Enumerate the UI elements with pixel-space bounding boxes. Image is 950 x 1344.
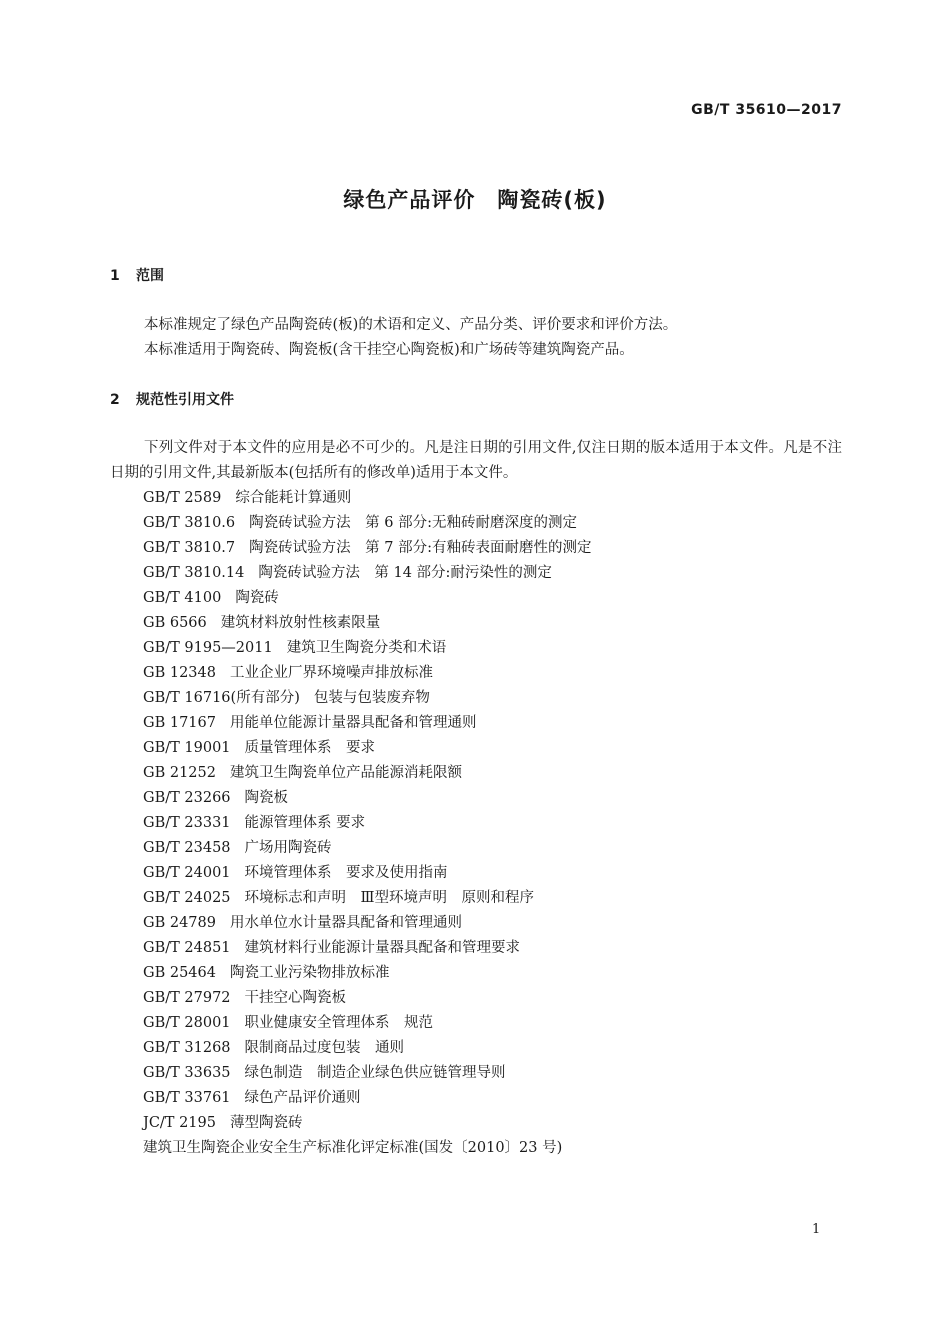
- reference-code: GB/T 24851: [143, 940, 231, 956]
- standard-code: GB/T 35610—2017: [691, 102, 842, 118]
- reference-code: GB 17167: [143, 715, 216, 731]
- document-title: 绿色产品评价 陶瓷砖(板): [343, 188, 607, 212]
- reference-title: 用水单位水计量器具配备和管理通则: [229, 915, 462, 931]
- reference-item: [143, 861, 591, 886]
- reference-code: GB 25464: [143, 965, 216, 981]
- reference-title: 建筑卫生陶瓷企业安全生产标准化评定标准(国发〔2010〕23 号): [143, 1140, 563, 1156]
- reference-code: GB/T 2589: [143, 490, 222, 506]
- section-title: 范围: [136, 268, 164, 284]
- reference-code: GB/T 23458: [143, 840, 231, 856]
- reference-item: [143, 1136, 591, 1161]
- reference-code: GB/T 33635: [143, 1065, 231, 1081]
- reference-code: GB/T 19001: [143, 740, 231, 756]
- reference-item: [143, 536, 591, 561]
- reference-code: GB/T 33761: [143, 1090, 231, 1106]
- reference-item: [143, 1111, 591, 1136]
- reference-title: 工业企业厂界环境噪声排放标准: [229, 665, 433, 681]
- reference-title: 绿色制造 制造企业绿色供应链管理导则: [244, 1065, 506, 1081]
- reference-title: 包装与包装废弃物: [313, 690, 430, 706]
- reference-code: JC/T 2195: [143, 1115, 216, 1131]
- reference-title: 质量管理体系 要求: [244, 740, 376, 756]
- reference-title: 薄型陶瓷砖: [229, 1115, 303, 1131]
- reference-item: [143, 686, 591, 711]
- reference-item: [143, 961, 591, 986]
- reference-item: [143, 1036, 591, 1061]
- section-1-heading: [110, 265, 164, 285]
- reference-code: GB 6566: [143, 615, 207, 631]
- reference-title: 环境管理体系 要求及使用指南: [244, 865, 448, 881]
- section-title: 规范性引用文件: [136, 392, 234, 408]
- reference-item: [143, 636, 591, 661]
- reference-code: GB/T 27972: [143, 990, 231, 1006]
- reference-title: 陶瓷板: [244, 790, 289, 806]
- reference-list: [143, 486, 591, 1161]
- reference-code: GB/T 3810.14: [143, 565, 245, 581]
- section-number: 2: [110, 392, 120, 408]
- reference-item: [143, 1086, 591, 1111]
- reference-title: 陶瓷砖试验方法 第 6 部分:无釉砖耐磨深度的测定: [249, 515, 577, 531]
- reference-item: [143, 561, 591, 586]
- reference-code: GB/T 23331: [143, 815, 231, 831]
- reference-title: 陶瓷砖试验方法 第 14 部分:耐污染性的测定: [258, 565, 552, 581]
- reference-title: 干挂空心陶瓷板: [244, 990, 347, 1006]
- page-number: 1: [812, 1222, 821, 1237]
- reference-code: GB/T 24025: [143, 890, 231, 906]
- reference-item: [143, 661, 591, 686]
- reference-title: 建筑卫生陶瓷单位产品能源消耗限额: [229, 765, 462, 781]
- reference-item: [143, 986, 591, 1011]
- reference-title: 限制商品过度包装 通则: [244, 1040, 405, 1056]
- reference-title: 陶瓷砖: [235, 590, 279, 606]
- reference-item: [143, 786, 591, 811]
- reference-item: [143, 1011, 591, 1036]
- reference-code: GB/T 3810.7: [143, 540, 236, 556]
- reference-code: GB 12348: [143, 665, 216, 681]
- reference-item: [143, 1061, 591, 1086]
- reference-code: GB 21252: [143, 765, 216, 781]
- reference-title: 广场用陶瓷砖: [244, 840, 332, 856]
- reference-item: [143, 736, 591, 761]
- references-intro-paragraph: 下列文件对于本文件的应用是必不可少的。凡是注日期的引用文件,仅注日期的版本适用于本文件。凡是不注日期的引用文件,其最新版本(包括所有的修改单)适用于本文件。: [110, 440, 842, 481]
- reference-item: [143, 811, 591, 836]
- reference-title: 建筑卫生陶瓷分类和术语: [286, 640, 447, 656]
- section-2-heading: [110, 389, 234, 409]
- reference-code: GB 24789: [143, 915, 216, 931]
- scope-paragraph-2: 本标准适用于陶瓷砖、陶瓷板(含干挂空心陶瓷板)和广场砖等建筑陶瓷产品。: [144, 342, 634, 358]
- reference-code: GB/T 31268: [143, 1040, 231, 1056]
- reference-title: 能源管理体系 要求: [244, 815, 366, 831]
- reference-item: [143, 936, 591, 961]
- reference-title: 用能单位能源计量器具配备和管理通则: [229, 715, 477, 731]
- reference-title: 职业健康安全管理体系 规范: [244, 1015, 434, 1031]
- reference-title: 建筑材料行业能源计量器具配备和管理要求: [244, 940, 521, 956]
- reference-item: [143, 611, 591, 636]
- scope-paragraph-1: 本标准规定了绿色产品陶瓷砖(板)的术语和定义、产品分类、评价要求和评价方法。: [144, 317, 678, 333]
- reference-item: [143, 911, 591, 936]
- reference-title: 陶瓷工业污染物排放标准: [229, 965, 390, 981]
- reference-item: [143, 711, 591, 736]
- reference-title: 综合能耗计算通则: [235, 490, 352, 506]
- reference-code: GB/T 28001: [143, 1015, 231, 1031]
- reference-title: 建筑材料放射性核素限量: [220, 615, 381, 631]
- reference-title: 陶瓷砖试验方法 第 7 部分:有釉砖表面耐磨性的测定: [249, 540, 592, 556]
- reference-item: [143, 836, 591, 861]
- section-number: 1: [110, 268, 120, 284]
- reference-item: [143, 886, 591, 911]
- reference-item: [143, 486, 591, 511]
- reference-code: GB/T 9195—2011: [143, 640, 273, 656]
- reference-code: GB/T 4100: [143, 590, 222, 606]
- reference-item: [143, 511, 591, 536]
- reference-code: GB/T 16716(所有部分): [143, 690, 300, 706]
- reference-title: 环境标志和声明 Ⅲ型环境声明 原则和程序: [244, 890, 535, 906]
- reference-code: GB/T 3810.6: [143, 515, 236, 531]
- reference-code: GB/T 24001: [143, 865, 231, 881]
- reference-item: [143, 586, 591, 611]
- reference-title: 绿色产品评价通则: [244, 1090, 361, 1106]
- reference-item: [143, 761, 591, 786]
- reference-code: GB/T 23266: [143, 790, 231, 806]
